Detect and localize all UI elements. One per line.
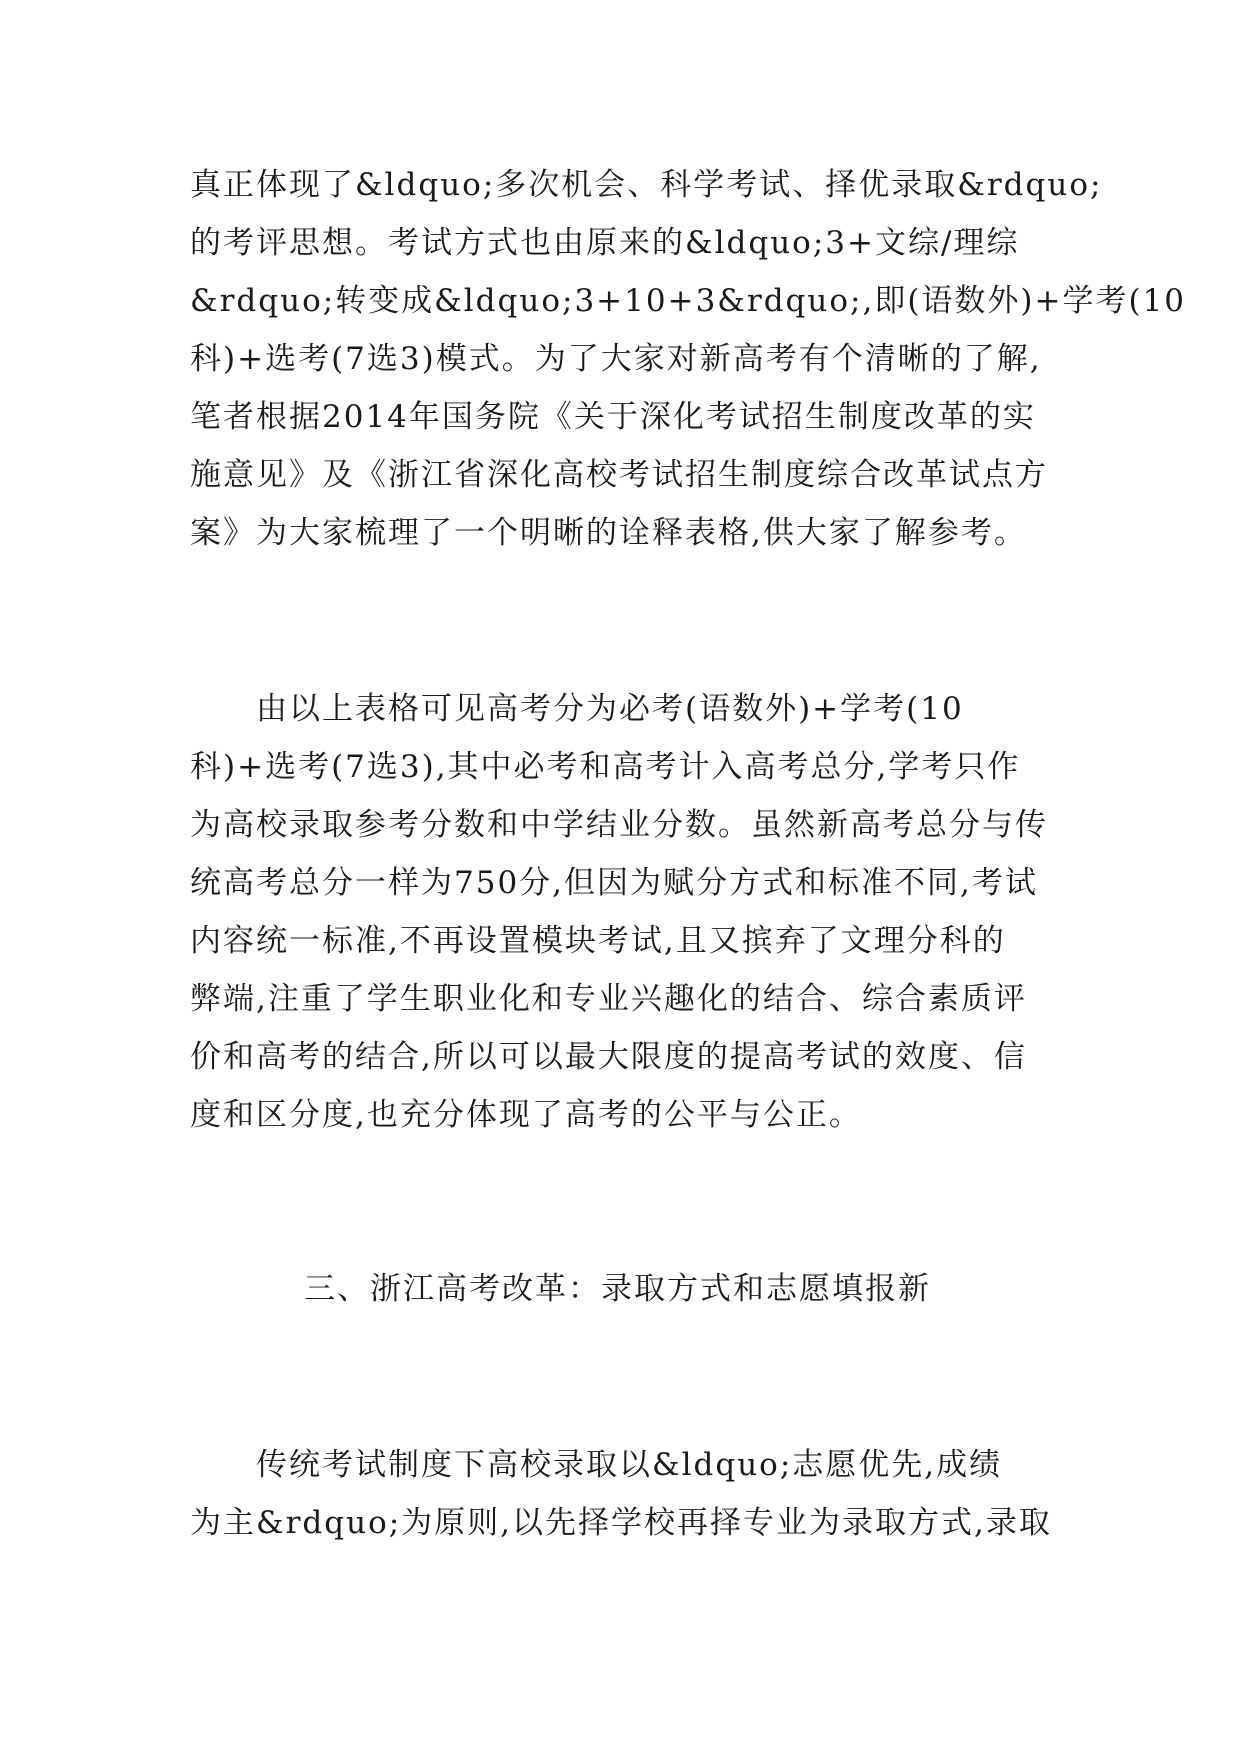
text-line: 弊端,注重了学生职业化和专业兴趣化的结合、综合素质评 xyxy=(190,981,1027,1017)
text-line: 传统考试制度下高校录取以&ldquo;志愿优先,成绩 xyxy=(190,1447,1003,1483)
text-line: 为高校录取参考分数和中学结业分数。虽然新高考总分与传 xyxy=(190,807,1048,843)
text-line: 的考评思想。考试方式也由原来的&ldquo;3+文综/理综 xyxy=(190,225,1020,261)
text-line: 由以上表格可见高考分为必考(语数外)+学考(10 xyxy=(190,691,964,727)
text-line: 度和区分度,也充分体现了高考的公平与公正。 xyxy=(190,1097,862,1133)
text-line: &rdquo;转变成&ldquo;3+10+3&rdquo;,即(语数外)+学考(10 xyxy=(190,283,1187,319)
paragraph-1 xyxy=(190,156,1187,562)
text-line: 为主&rdquo;为原则,以先择学校再择专业为录取方式,录取 xyxy=(190,1505,1052,1541)
text-line: 施意见》及《浙江省深化高校考试招生制度综合改革试点方 xyxy=(190,457,1048,493)
text-line: 笔者根据2014年国务院《关于深化考试招生制度改革的实 xyxy=(190,399,1036,435)
text-line: 案》为大家梳理了一个明晰的诠释表格,供大家了解参考。 xyxy=(190,515,1027,551)
text-line: 科)+选考(7选3)模式。为了大家对新高考有个清晰的了解, xyxy=(190,341,1042,377)
text-line: 真正体现了&ldquo;多次机会、科学考试、择优录取&rdquo; xyxy=(190,167,1103,203)
text-line: 价和高考的结合,所以可以最大限度的提高考试的效度、信 xyxy=(190,1039,1027,1075)
paragraph-3 xyxy=(190,1436,1060,1552)
text-line: 统高考总分一样为750分,但因为赋分方式和标准不同,考试 xyxy=(190,865,1038,901)
heading-text: 三、浙江高考改革：录取方式和志愿填报新 xyxy=(304,1271,931,1307)
paragraph-2 xyxy=(190,680,1060,1144)
text-line: 内容统一标准,不再设置模块考试,且又摈弃了文理分科的 xyxy=(190,923,1006,959)
text-line: 科)+选考(7选3),其中必考和高考计入高考总分,学考只作 xyxy=(190,749,1021,785)
section-heading xyxy=(304,1260,1174,1318)
